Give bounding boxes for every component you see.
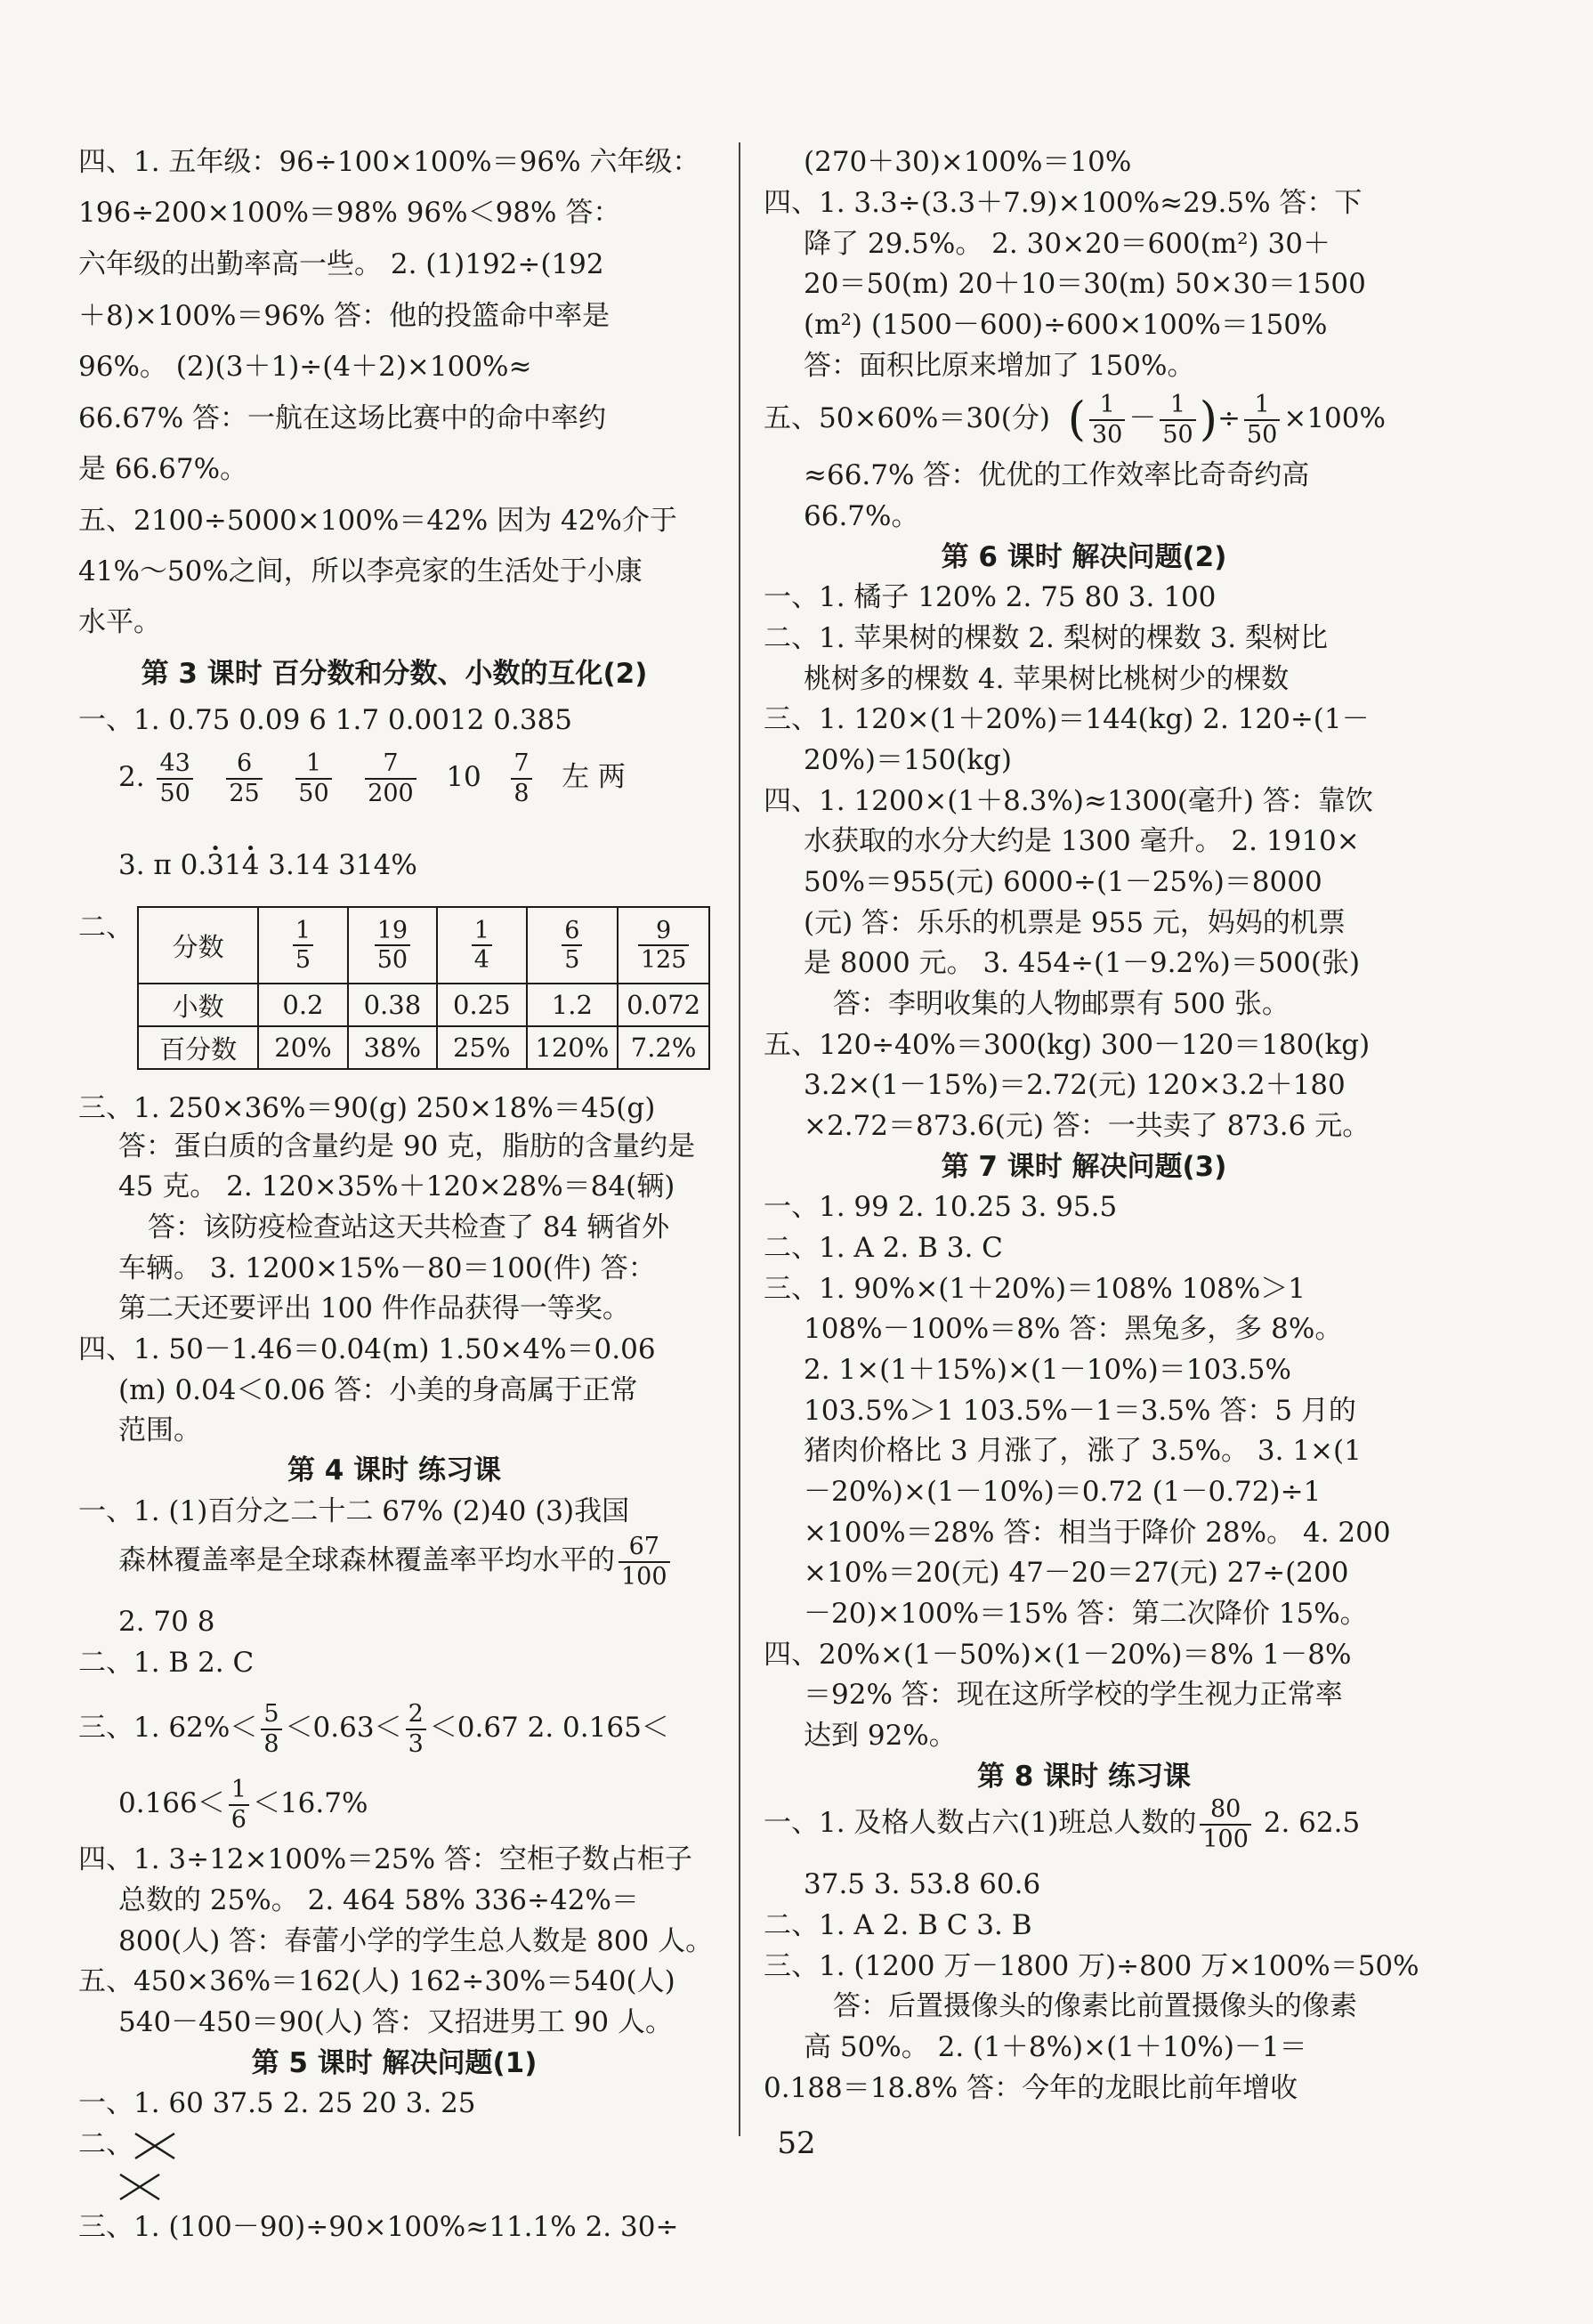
- text-line: ×10%＝20(元) 47－20＝27(元) 27÷(200: [804, 1557, 1349, 1589]
- text-line: 四、1. 3.3÷(3.3＋7.9)×100%≈29.5% 答：下: [764, 187, 1363, 219]
- table-cell: $\frac{9}{125}$: [618, 907, 709, 984]
- value: 10: [446, 761, 481, 793]
- text-line: 三、1. 250×36%＝90(g) 250×18%＝45(g): [78, 1092, 656, 1124]
- text-line: 是 66.67%。: [78, 453, 248, 485]
- repeating-digit: • 3: [206, 849, 224, 881]
- fraction: $\frac{1}{50}$: [1160, 391, 1195, 448]
- text-line: 二、: [78, 2125, 176, 2164]
- text-line: 四、1. 50－1.46＝0.04(m) 1.50×4%＝0.06: [78, 1333, 656, 1365]
- text-line: 20%)＝150(kg): [804, 744, 1012, 776]
- text-line: 桃树多的棵数 4. 苹果树比桃树少的棵数: [804, 663, 1290, 695]
- text-line: 66.67% 答：一航在这场比赛中的命中率约: [78, 402, 607, 434]
- text-line: 一、1. 橘子 120% 2. 75 80 3. 100: [764, 581, 1217, 613]
- fraction: $\frac{1}{6}$: [229, 1776, 249, 1833]
- text-line: 达到 92%。: [804, 1720, 957, 1752]
- section-heading: 第 7 课时 解决问题(3): [941, 1151, 1227, 1183]
- item-label: 二、: [78, 911, 133, 943]
- text-line: 六年级的出勤率高一些。 2. (1)192÷(192: [78, 248, 604, 280]
- text-line: 高 50%。 2. (1＋8%)×(1＋10%)－1＝: [804, 2031, 1307, 2063]
- table-cell: $\frac{6}{5}$: [527, 907, 619, 984]
- text-line: 2. 1×(1＋15%)×(1－10%)＝103.5%: [804, 1354, 1291, 1386]
- section-heading: 第 4 课时 练习课: [287, 1454, 501, 1486]
- text-line: 四、20%×(1－50%)×(1－20%)＝8% 1－8%: [764, 1639, 1352, 1671]
- table-cell: 0.2: [258, 984, 347, 1026]
- fraction: $\frac{5}{8}$: [261, 1700, 281, 1757]
- text-line: 二、1. A 2. B C 3. B: [764, 1909, 1032, 1941]
- table-cell: 120%: [527, 1026, 619, 1069]
- section-heading: 第 8 课时 练习课: [977, 1761, 1191, 1793]
- text-line: 20＝50(m) 20＋10＝30(m) 50×30＝1500: [804, 268, 1366, 300]
- text-line: 三、1. 90%×(1＋20%)＝108% 108%＞1: [764, 1273, 1306, 1305]
- text-line: 800(人) 答：春蕾小学的学生总人数是 800 人。: [118, 1925, 714, 1957]
- text-line: (元) 答：乐乐的机票是 955 元，妈妈的机票: [804, 907, 1346, 939]
- text-line: －20%)×(1－10%)＝0.72 (1－0.72)÷1: [804, 1476, 1322, 1508]
- value: 左 两: [562, 761, 626, 793]
- table-cell: 20%: [258, 1026, 347, 1069]
- text-line: 答：该防疫检查站这天共检查了 84 辆省外: [148, 1211, 670, 1243]
- text-line: 四、1. 3÷12×100%＝25% 答：空柜子数占柜子: [78, 1843, 692, 1875]
- text-line: 一、1. 及格人数占六(1)班总人数的 $\frac{80}{100}$ 2. 62.5: [764, 1795, 1361, 1853]
- table-header-cell: 小数: [138, 984, 258, 1026]
- text-line: 103.5%＞1 103.5%－1＝3.5% 答：5 月的: [804, 1395, 1356, 1427]
- text-line: ≈66.7% 答：优优的工作效率比奇奇约高: [804, 459, 1310, 491]
- text-line: 三、1. (1200 万－1800 万)÷800 万×100%＝50%: [764, 1950, 1419, 1982]
- text-line: 二、1. B 2. C: [78, 1647, 255, 1679]
- table-header-cell: 分数: [138, 907, 258, 984]
- text-line: 猪肉价格比 3 月涨了，涨了 3.5%。 3. 1×(1: [804, 1435, 1362, 1467]
- text-line: 3.2×(1－15%)＝2.72(元) 120×3.2＋180: [804, 1069, 1346, 1101]
- fraction: $\frac{1}{50}$: [295, 749, 331, 806]
- section-heading: 第 5 课时 解决问题(1): [251, 2047, 538, 2079]
- text-line: (m²) (1500－600)÷600×100%＝150%: [804, 309, 1328, 341]
- text-line: 一、1. (1)百分之二十二 67% (2)40 (3)我国: [78, 1495, 630, 1527]
- text-line: 一、1. 0.75 0.09 6 1.7 0.0012 0.385: [78, 704, 572, 736]
- text-line: 0.188＝18.8% 答：今年的龙眼比前年增收: [764, 2072, 1298, 2104]
- table-row: [138, 907, 709, 984]
- text-line: 五、120÷40%＝300(kg) 300－120＝180(kg): [764, 1029, 1371, 1061]
- text-line: ×100%＝28% 答：相当于降价 28%。 4. 200: [804, 1517, 1391, 1549]
- text-line: 三、1. (100－90)÷90×100%≈11.1% 2. 30÷: [78, 2211, 679, 2243]
- table-row: [138, 984, 709, 1026]
- text-line: (m) 0.04＜0.06 答：小美的身高属于正常: [118, 1374, 638, 1406]
- text-line: 五、2100÷5000×100%＝42% 因为 42%介于: [78, 505, 677, 537]
- text-line: 41%～50%之间，所以李亮家的生活处于小康: [78, 555, 643, 587]
- text-line: 二、1. A 2. B 3. C: [764, 1232, 1003, 1264]
- table-cell: 0.072: [618, 984, 709, 1026]
- text-line: 水获取的水分大约是 1300 毫升。 2. 1910×: [804, 825, 1360, 857]
- text-line: 一、1. 60 37.5 2. 25 20 3. 25: [78, 2087, 476, 2119]
- text-line: 96%。 (2)(3＋1)÷(4＋2)×100%≈: [78, 351, 532, 383]
- table-cell: 0.38: [348, 984, 437, 1026]
- section-heading: 第 3 课时 百分数和分数、小数的互化(2): [141, 658, 648, 690]
- text-line: ×2.72＝873.6(元) 答：一共卖了 873.6 元。: [804, 1110, 1371, 1142]
- table-cell: 38%: [348, 1026, 437, 1069]
- repeating-digit: • 4: [242, 849, 260, 881]
- text-line: 三、1. 62%＜ $\frac{5}{8}$ ＜0.63＜ $\frac{2}{3}$ ＜0.67 2. 0.165＜: [78, 1700, 669, 1758]
- text-line: 第二天还要评出 100 件作品获得一等奖。: [118, 1292, 630, 1324]
- text-line: 3. π 0.• 31• 4 3.14 314%: [118, 846, 417, 885]
- text-line: 0.166＜ $\frac{1}{6}$ ＜16.7%: [118, 1776, 368, 1834]
- table-cell: 25%: [437, 1026, 526, 1069]
- table-cell: 7.2%: [618, 1026, 709, 1069]
- text-line: 66.7%。: [804, 500, 919, 532]
- text-line: 一、1. 99 2. 10.25 3. 95.5: [764, 1191, 1118, 1223]
- text-line: 总数的 25%。 2. 464 58% 336÷42%＝: [118, 1884, 639, 1916]
- text-line: 答：李明收集的人物邮票有 500 张。: [833, 988, 1290, 1020]
- fraction: $\frac{1}{30}$: [1089, 391, 1125, 448]
- column-divider: [739, 142, 740, 2136]
- table-header-cell: 百分数: [138, 1026, 258, 1069]
- table-cell: $\frac{19}{50}$: [348, 907, 437, 984]
- fraction: $\frac{67}{100}$: [619, 1533, 670, 1590]
- text-line: 45 克。 2. 120×35%＋120×28%＝84(辆): [118, 1170, 675, 1202]
- table-cell: 0.25: [437, 984, 526, 1026]
- text-line: 答：蛋白质的含量约是 90 克，脂肪的含量约是: [118, 1130, 696, 1162]
- matching-lines-icon: [118, 2171, 161, 2203]
- text-line: 四、1. 五年级：96÷100×100%＝96% 六年级：: [78, 146, 700, 178]
- fraction: $\frac{7}{200}$: [365, 749, 416, 806]
- conversion-table: [137, 906, 710, 1070]
- text-line: 答：面积比原来增加了 150%。: [804, 350, 1195, 382]
- page-number: 52: [777, 2126, 816, 2161]
- text-line: 五、450×36%＝162(人) 162÷30%＝540(人): [78, 1965, 675, 1997]
- text-line: 108%－100%＝8% 答：黑兔多，多 8%。: [804, 1313, 1343, 1345]
- fraction-line: [118, 734, 626, 820]
- fraction: $\frac{1}{50}$: [1244, 391, 1280, 448]
- item-number: 2.: [118, 761, 145, 793]
- text-line: 三、1. 120×(1＋20%)＝144(kg) 2. 120÷(1－: [764, 703, 1370, 735]
- text-line: 2. 70 8: [118, 1606, 215, 1638]
- text-line: 水平。: [78, 606, 161, 638]
- text-line: 车辆。 3. 1200×15%－80＝100(件) 答：: [118, 1252, 656, 1284]
- fraction: $\frac{7}{8}$: [511, 749, 531, 806]
- text-line: 答：后置摄像头的像素比前置摄像头的像素: [833, 1990, 1357, 2022]
- text-line: 范围。: [118, 1414, 201, 1446]
- text-line: 是 8000 元。 3. 454÷(1－9.2%)＝500(张): [804, 947, 1361, 979]
- fraction: $\frac{43}{50}$: [157, 749, 192, 806]
- text-line: 196÷200×100%＝98% 96%＜98% 答：: [78, 197, 621, 229]
- section-heading: 第 6 课时 解决问题(2): [941, 541, 1227, 573]
- text-line: 森林覆盖率是全球森林覆盖率平均水平的 $\frac{67}{100}$: [118, 1518, 674, 1603]
- text-line: (270＋30)×100%＝10%: [804, 146, 1132, 178]
- text-line: 二、1. 苹果树的棵数 2. 梨树的棵数 3. 梨树比: [764, 622, 1328, 654]
- text-line: 四、1. 1200×(1＋8.3%)≈1300(毫升) 答：靠饮: [764, 785, 1373, 817]
- fraction: $\frac{6}{25}$: [226, 749, 262, 806]
- table-cell: $\frac{1}{4}$: [437, 907, 526, 984]
- text-line: 50%＝955(元) 6000÷(1－25%)＝8000: [804, 866, 1322, 898]
- text-line: ＝92% 答：现在这所学校的学生视力正常率: [804, 1679, 1343, 1711]
- table-row: [138, 1026, 709, 1069]
- text-line: 五、50×60%＝30(分) ( $\frac{1}{30}$ － $\frac{1}{50}$ )÷ $\frac{1}{50}$ ×100%: [764, 391, 1386, 449]
- text-line: [118, 2166, 161, 2205]
- text-line: 37.5 3. 53.8 60.6: [804, 1868, 1041, 1900]
- text-line: －20)×100%＝15% 答：第二次降价 15%。: [804, 1598, 1368, 1630]
- fraction: $\frac{2}{3}$: [406, 1700, 426, 1757]
- text-line: ＋8)×100%＝96% 答：他的投篮命中率是: [78, 300, 611, 332]
- table-cell: $\frac{1}{5}$: [258, 907, 347, 984]
- table-cell: 1.2: [527, 984, 619, 1026]
- text-line: 540－450＝90(人) 答：又招进男工 90 人。: [118, 2006, 673, 2038]
- text-line: 降了 29.5%。 2. 30×20＝600(m²) 30＋: [804, 228, 1330, 260]
- fraction: $\frac{80}{100}$: [1200, 1795, 1251, 1852]
